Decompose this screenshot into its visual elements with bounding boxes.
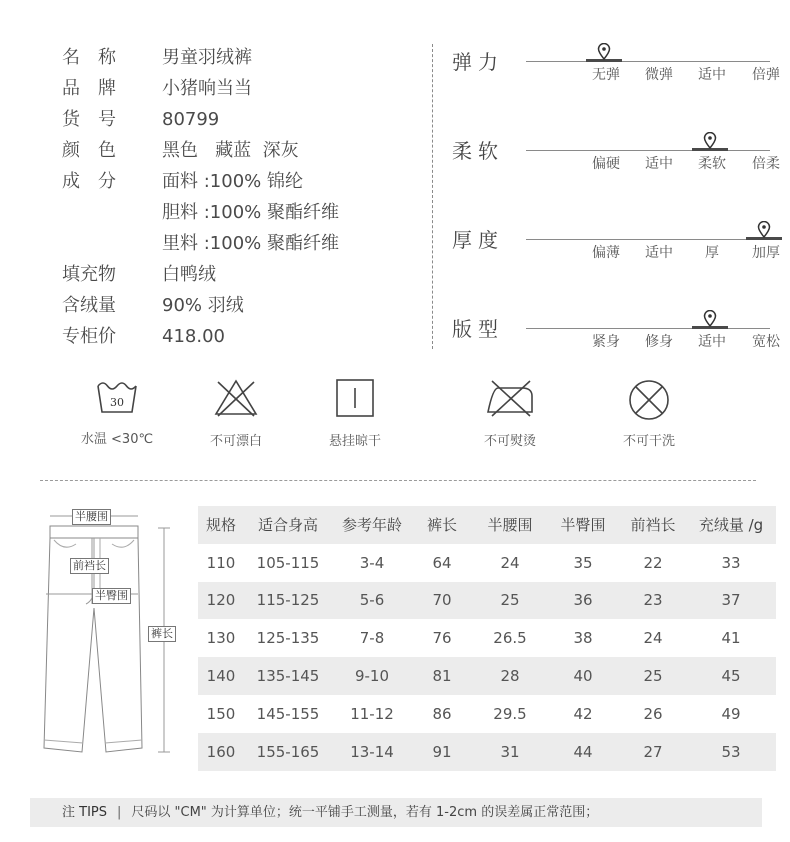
info-value: 面料 :100% 锦纶 (162, 171, 303, 192)
scale-line (526, 239, 770, 240)
tips-bar (30, 798, 762, 827)
no-iron-icon (484, 378, 536, 418)
info-key: 名称 (62, 47, 134, 68)
feature-scale (452, 129, 782, 218)
location-pin-icon (703, 132, 717, 150)
table-cell: 81 (432, 667, 452, 686)
care-label: 不可熨烫 (483, 434, 536, 449)
table-cell: 160 (206, 742, 236, 761)
table-cell: 135-145 (256, 667, 320, 686)
table-header-cell: 规格 (205, 516, 236, 535)
info-key: 填充物 (62, 264, 116, 285)
table-cell: 40 (573, 667, 593, 686)
table-cell: 24 (500, 553, 520, 572)
table-cell: 145-155 (256, 704, 320, 723)
info-key: 货号 (62, 109, 134, 130)
info-key: 专柜价 (62, 326, 116, 347)
table-body (198, 544, 776, 771)
table-row (198, 544, 776, 582)
table-header-cell: 参考年龄 (341, 516, 402, 535)
table-cell: 27 (643, 742, 663, 761)
table-cell: 33 (721, 553, 741, 572)
tips-title: 注 TIPS (62, 805, 107, 820)
table-cell: 25 (643, 667, 663, 686)
info-row-lining (62, 197, 422, 228)
table-cell: 26 (643, 704, 663, 723)
table-cell: 22 (643, 553, 663, 572)
care-item-hang-dry (300, 378, 410, 449)
location-pin-icon (703, 310, 717, 328)
table-header-cell: 前裆长 (630, 516, 676, 535)
table-cell: 76 (432, 629, 452, 648)
table-cell: 125-135 (256, 629, 320, 648)
table-row (198, 733, 776, 771)
scale-option: 修身 (645, 334, 673, 350)
info-value: 里料 :100% 聚酯纤维 (162, 233, 339, 254)
table-cell: 42 (573, 704, 593, 723)
wash-30-icon (95, 378, 139, 416)
care-item-dry-clean (594, 378, 704, 449)
scale-option: 加厚 (752, 245, 780, 261)
scale-line (526, 150, 770, 151)
care-label: 不可干洗 (622, 434, 675, 449)
info-key: 颜色 (62, 140, 134, 161)
table-header-cell: 裤长 (426, 516, 457, 535)
table-cell: 91 (432, 742, 452, 761)
feature-scales (452, 40, 782, 396)
table-header-row (198, 506, 776, 544)
info-key: 含绒量 (62, 295, 116, 316)
scale-option: 偏薄 (592, 245, 620, 261)
feature-scale (452, 40, 782, 129)
dim-label-rise: 前裆长 (70, 558, 109, 574)
table-cell: 86 (432, 704, 452, 723)
info-value: 90% 羽绒 (162, 295, 244, 316)
scale-option: 偏硬 (592, 156, 620, 172)
info-row-composition (62, 166, 422, 197)
scale-option: 适中 (698, 67, 726, 83)
tips-separator: | (117, 805, 122, 820)
hang-dry-icon (335, 378, 375, 418)
table-header-cell: 半臀围 (560, 516, 606, 535)
care-item-wash (62, 378, 172, 447)
table-cell: 23 (643, 591, 663, 610)
table-cell: 35 (573, 553, 593, 572)
table-cell: 105-115 (256, 553, 320, 572)
feature-scale (452, 218, 782, 307)
location-pin-icon (597, 43, 611, 61)
scale-option: 紧身 (592, 334, 620, 350)
table-cell: 115-125 (256, 591, 320, 610)
scale-option: 适中 (698, 334, 726, 350)
table-cell: 120 (206, 591, 236, 610)
table-cell: 64 (432, 553, 452, 572)
care-label: 悬挂晾干 (328, 434, 381, 449)
info-value: 418.00 (162, 326, 225, 347)
table-cell: 36 (573, 591, 593, 610)
table-cell: 150 (206, 704, 236, 723)
table-cell: 110 (206, 553, 236, 572)
table-cell: 31 (500, 742, 520, 761)
scale-option: 宽松 (752, 334, 780, 350)
feature-title: 柔软 (452, 139, 504, 163)
info-value: 小猪响当当 (162, 78, 252, 99)
info-row-name (62, 42, 422, 73)
info-key: 成分 (62, 171, 134, 192)
info-value: 黑色 藏蓝 深灰 (162, 140, 299, 161)
table-cell: 28 (500, 667, 520, 686)
size-table (198, 506, 776, 771)
feature-title: 厚度 (452, 228, 504, 252)
table-row (198, 619, 776, 657)
scale-line (526, 61, 770, 62)
table-header-cell: 半腰围 (487, 516, 533, 535)
dim-label-thigh: 半臀围 (92, 588, 131, 604)
table-cell: 44 (573, 742, 593, 761)
scale-option: 倍柔 (752, 156, 780, 172)
feature-title: 版型 (452, 317, 504, 341)
table-cell: 45 (721, 667, 741, 686)
table-row (198, 582, 776, 620)
table-cell: 140 (206, 667, 236, 686)
horizontal-divider (40, 480, 756, 481)
dim-label-waist: 半腰围 (72, 509, 111, 525)
table-cell: 155-165 (256, 742, 320, 761)
table-cell: 11-12 (350, 704, 394, 723)
info-row-price (62, 321, 422, 352)
no-bleach-icon (213, 378, 259, 418)
info-row-filling (62, 259, 422, 290)
scale-option: 柔软 (698, 156, 726, 172)
table-cell: 38 (573, 629, 593, 648)
location-pin-icon (757, 221, 771, 239)
info-row-item-number (62, 104, 422, 135)
feature-title: 弹力 (452, 50, 504, 74)
table-cell: 9-10 (354, 667, 390, 686)
table-cell: 26.5 (493, 629, 527, 648)
table-cell: 53 (721, 742, 741, 761)
info-row-inner-lining (62, 228, 422, 259)
table-cell: 25 (500, 591, 520, 610)
care-label: 水温 <30℃ (80, 432, 154, 447)
tips-text: 尺码以 "CM" 为计算单位；统一平铺手工测量，若有 1-2cm 的误差属正常范围； (131, 805, 599, 820)
no-dry-clean-icon (627, 378, 671, 422)
product-info (62, 42, 422, 352)
table-cell: 7-8 (359, 629, 385, 648)
dim-label-length: 裤长 (148, 626, 176, 642)
info-value: 男童羽绒裤 (162, 47, 252, 68)
scale-option: 适中 (645, 245, 673, 261)
info-value: 胆料 :100% 聚酯纤维 (162, 202, 339, 223)
info-row-down-content (62, 290, 422, 321)
table-header-cell: 适合身高 (257, 516, 318, 535)
table-row (198, 657, 776, 695)
info-value: 白鸭绒 (162, 264, 216, 285)
table-cell: 13-14 (350, 742, 394, 761)
table-cell: 37 (721, 591, 741, 610)
table-cell: 5-6 (359, 591, 385, 610)
table-cell: 29.5 (493, 704, 527, 723)
vertical-divider (432, 44, 433, 349)
scale-option: 厚 (705, 245, 719, 261)
table-cell: 70 (432, 591, 452, 610)
pants-diagram (34, 508, 194, 780)
info-row-brand (62, 73, 422, 104)
care-label: 不可漂白 (209, 434, 262, 449)
table-row (198, 695, 776, 733)
scale-option: 微弹 (645, 67, 673, 83)
info-row-color (62, 135, 422, 166)
table-cell: 24 (643, 629, 663, 648)
care-item-iron (455, 378, 565, 449)
scale-line (526, 328, 770, 329)
wash-temp-text: 30 (110, 396, 124, 409)
scale-option: 适中 (645, 156, 673, 172)
scale-option: 无弹 (592, 67, 620, 83)
table-cell: 41 (721, 629, 741, 648)
scale-option: 倍弹 (752, 67, 780, 83)
info-key: 品牌 (62, 78, 134, 99)
table-cell: 49 (721, 704, 741, 723)
care-item-bleach (181, 378, 291, 449)
table-cell: 130 (206, 629, 236, 648)
info-value: 80799 (162, 109, 220, 130)
pants-outline-icon (34, 508, 194, 780)
table-header-cell: 充绒量 /g (698, 516, 764, 535)
table-cell: 3-4 (359, 553, 385, 572)
